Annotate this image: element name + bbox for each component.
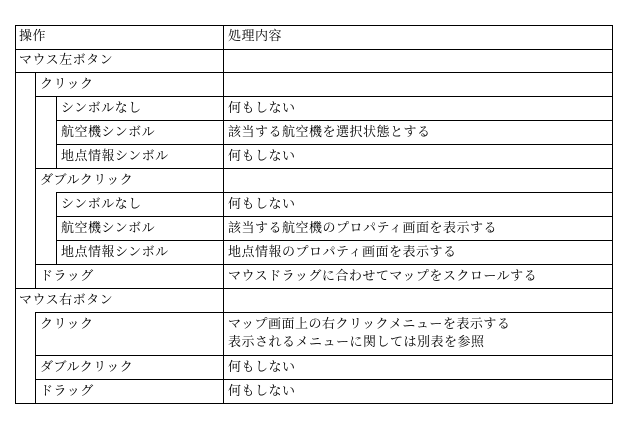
table-border-right (612, 25, 613, 404)
table-border-top (15, 25, 613, 26)
row-divider (35, 312, 613, 313)
right-click-content-line2: 表示されるメニューに関しては別表を参照 (228, 335, 485, 350)
row-divider (15, 288, 613, 289)
row-divider (35, 379, 613, 380)
left-double-aircraft-label: 航空機シンボル (61, 221, 156, 236)
left-drag-label: ドラッグ (40, 269, 94, 284)
row-divider (56, 120, 613, 121)
row-divider (56, 192, 613, 193)
row-divider (35, 168, 613, 169)
left-click-label: クリック (40, 77, 94, 92)
column-divider (223, 25, 224, 404)
row-divider (35, 264, 613, 265)
left-click-location-content: 何もしない (228, 149, 296, 164)
left-click-location-label: 地点情報シンボル (61, 149, 169, 164)
right-drag-label: ドラッグ (40, 384, 94, 399)
right-button-label: マウス右ボタン (19, 293, 114, 308)
left-double-aircraft-content: 該当する航空機のプロパティ画面を表示する (228, 221, 497, 236)
header-content: 処理内容 (228, 29, 283, 44)
left-double-location-content: 地点情報のプロパティ画面を表示する (228, 245, 457, 260)
right-click-content-line1: マップ画面上の右クリックメニューを表示する (228, 317, 511, 332)
row-divider (35, 96, 613, 97)
left-double-location-label: 地点情報シンボル (61, 245, 169, 260)
row-divider (56, 144, 613, 145)
indent-line-double-click (56, 192, 57, 264)
left-double-none-content: 何もしない (228, 197, 296, 212)
left-click-aircraft-label: 航空機シンボル (61, 125, 156, 140)
indent-line-click (56, 96, 57, 168)
indent-line-left-button (35, 72, 36, 288)
left-drag-content: マウスドラッグに合わせてマップをスクロールする (228, 269, 538, 284)
right-double-click-label: ダブルクリック (40, 360, 134, 375)
left-click-none-content: 何もしない (228, 101, 296, 116)
right-double-click-content: 何もしない (228, 360, 296, 375)
left-click-none-label: シンボルなし (61, 101, 142, 116)
table-border-left (15, 25, 16, 404)
left-double-none-label: シンボルなし (61, 197, 142, 212)
header-operation: 操作 (19, 29, 47, 44)
indent-line-right-button (35, 312, 36, 403)
row-divider (15, 49, 613, 50)
row-divider (15, 72, 613, 73)
row-divider (56, 216, 613, 217)
table-border-bottom (15, 403, 613, 404)
row-divider (35, 355, 613, 356)
row-divider (56, 240, 613, 241)
right-click-label: クリック (40, 317, 94, 332)
right-drag-content: 何もしない (228, 384, 296, 399)
left-click-aircraft-content: 該当する航空機を選択状態とする (228, 125, 431, 140)
left-double-click-label: ダブルクリック (40, 173, 134, 188)
left-button-label: マウス左ボタン (19, 53, 114, 68)
